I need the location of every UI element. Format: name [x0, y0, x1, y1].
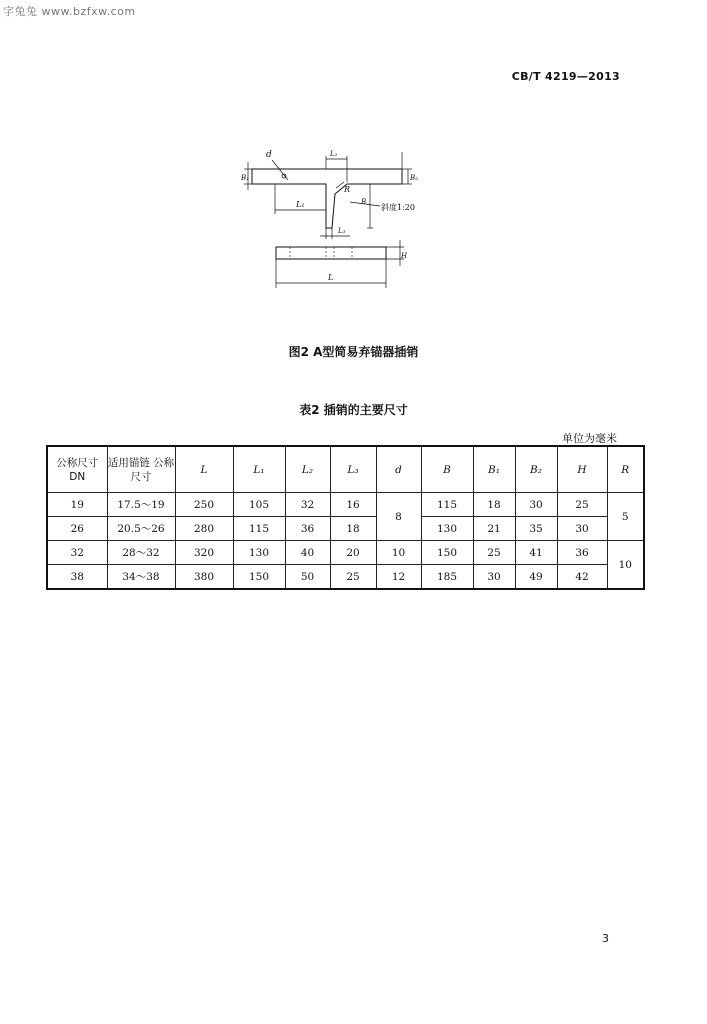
pin-side-view [276, 247, 386, 259]
header-d: d [376, 446, 421, 493]
standard-code: CB/T 4219—2013 [511, 70, 620, 83]
header-L2: L₂ [285, 446, 330, 493]
cell-L3: 16 [330, 493, 376, 517]
label-H: H [401, 252, 408, 260]
cell-chain: 17.5～19 [107, 493, 175, 517]
table-title: 表2 插销的主要尺寸 [299, 403, 408, 417]
label-B2: B₂ [410, 174, 418, 182]
cell-B: 130 [421, 517, 473, 541]
cell-B1: 30 [473, 565, 515, 590]
label-L3: L₃ [338, 227, 346, 235]
page-number: 3 [602, 932, 609, 945]
table-row [47, 493, 644, 517]
header-B2: B₂ [515, 446, 557, 493]
label-d: d [266, 150, 272, 160]
cell-L1: 150 [233, 565, 285, 590]
cell-dn: 38 [47, 565, 107, 590]
figure-caption: 图2 A型简易弃锚器插销 [288, 345, 419, 359]
cell-L1: 115 [233, 517, 285, 541]
header-L3: L₃ [330, 446, 376, 493]
cell-d-merged: 8 [376, 493, 421, 541]
cell-L: 380 [175, 565, 233, 590]
header-H: H [557, 446, 607, 493]
cell-B: 150 [421, 541, 473, 565]
cell-L1: 105 [233, 493, 285, 517]
cell-d: 10 [376, 541, 421, 565]
cell-L: 320 [175, 541, 233, 565]
table-row [47, 541, 644, 565]
cell-L2: 32 [285, 493, 330, 517]
cell-H: 25 [557, 493, 607, 517]
cell-B1: 25 [473, 541, 515, 565]
cell-B1: 21 [473, 517, 515, 541]
header-chain: 适用锚链 公称尺寸 [107, 446, 175, 493]
header-B1: B₁ [473, 446, 515, 493]
cell-d: 12 [376, 565, 421, 590]
cell-B2: 35 [515, 517, 557, 541]
label-R: R [344, 185, 351, 194]
header-dn: 公称尺寸 DN [47, 446, 107, 493]
label-L1: L₁ [296, 200, 305, 209]
header-L: L [175, 446, 233, 493]
cell-B: 185 [421, 565, 473, 590]
cell-H: 30 [557, 517, 607, 541]
pin-head-outline [252, 169, 402, 228]
cell-L2: 50 [285, 565, 330, 590]
cell-dn: 26 [47, 517, 107, 541]
cell-B1: 18 [473, 493, 515, 517]
header-L1: L₁ [233, 446, 285, 493]
cell-chain: 20.5～26 [107, 517, 175, 541]
cell-B2: 49 [515, 565, 557, 590]
cell-H: 36 [557, 541, 607, 565]
cell-L: 280 [175, 517, 233, 541]
label-L: L [328, 273, 334, 282]
cell-dn: 19 [47, 493, 107, 517]
cell-L: 250 [175, 493, 233, 517]
cell-B2: 41 [515, 541, 557, 565]
cell-chain: 34～38 [107, 565, 175, 590]
cell-B: 115 [421, 493, 473, 517]
dimensions-table [46, 445, 645, 590]
header-R: R [607, 446, 644, 493]
table-row [47, 517, 644, 541]
unit-note: 单位为毫米 [562, 432, 617, 445]
cell-chain: 28～32 [107, 541, 175, 565]
cell-L3: 20 [330, 541, 376, 565]
cell-H: 42 [557, 565, 607, 590]
table-row [47, 565, 644, 590]
table-header-row [47, 446, 644, 493]
cell-B2: 30 [515, 493, 557, 517]
label-B1: B₁ [241, 174, 249, 182]
cell-L1: 130 [233, 541, 285, 565]
watermark-text: 字兔兔 www.bzfxw.com [3, 5, 136, 18]
cell-L2: 40 [285, 541, 330, 565]
cell-R-merged: 5 [607, 493, 644, 541]
label-L2: L₂ [330, 150, 338, 158]
label-B: B [361, 198, 367, 206]
pin-technical-drawing [240, 142, 420, 297]
cell-dn: 32 [47, 541, 107, 565]
cell-L3: 18 [330, 517, 376, 541]
label-slope: 斜度1:20 [381, 203, 415, 212]
header-B: B [421, 446, 473, 493]
cell-L3: 25 [330, 565, 376, 590]
cell-R-merged: 10 [607, 541, 644, 590]
cell-L2: 36 [285, 517, 330, 541]
